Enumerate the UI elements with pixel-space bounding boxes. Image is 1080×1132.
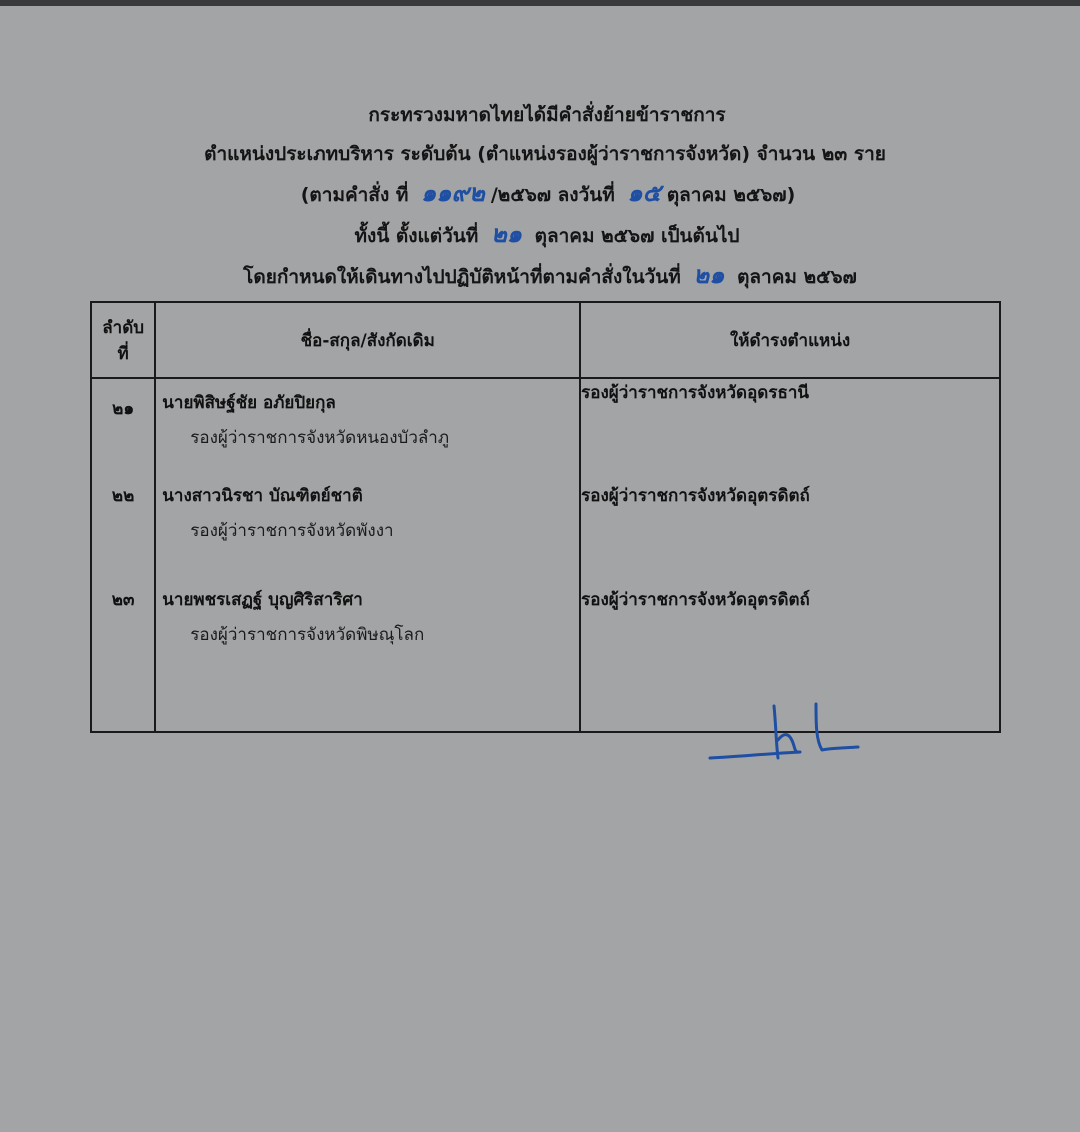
seq-header-line-2: ที่ [117,344,129,364]
row-number: ๒๒ [91,482,155,586]
order-date-label: /๒๕๖๗ ลงวันที่ [490,184,615,206]
order-month-year: ตุลาคม ๒๕๖๗) [666,184,796,206]
document-header [0,96,1080,297]
new-position: รองผู้ว่าราชการจังหวัดอุดรธานี [580,378,1000,482]
position-header: ให้ดำรงตำแหน่ง [580,302,1000,378]
new-position: รองผู้ว่าราชการจังหวัดอุตรดิตถ์ [580,586,1000,732]
table-row [91,482,1000,586]
header-line-2: ตำแหน่งประเภทบริหาร ระดับต้น (ตำแหน่งรองผู้ว่าราชการจังหวัด) จำนวน ๒๓ ราย [204,143,886,165]
signature [704,696,864,766]
effective-prefix: ทั้งนี้ ตั้งแต่วันที่ [354,225,479,247]
table-header-row [91,302,1000,378]
header-line-3 [0,174,1080,215]
order-prefix: (ตามคำสั่ง ที่ [300,184,409,206]
travel-day-handwritten: ๒๑ [693,261,725,289]
transfer-table [90,301,1001,733]
seq-header [91,302,155,378]
person-name: นายพิสิษฐ์ชัย อภัยปิยกุล [162,393,336,413]
table-row [91,378,1000,482]
header-line-5 [0,256,1080,297]
travel-prefix: โดยกำหนดให้เดินทางไปปฏิบัติหน้าที่ตามคำสั่งในวันที่ [243,266,681,288]
person-name: นางสาวนิรชา บัณฑิตย์ชาติ [162,486,363,506]
old-position: รองผู้ว่าราชการจังหวัดพิษณุโลก [190,625,425,645]
name-cell [155,482,580,586]
name-cell [155,586,580,732]
effective-day-handwritten: ๒๑ [490,220,522,248]
header-line-4 [0,215,1080,256]
seq-header-line-1: ลำดับ [102,318,145,338]
row-number: ๒๑ [91,378,155,482]
person-name: นายพชรเสฏฐ์ บุญศิริสาริศา [162,590,363,610]
old-position: รองผู้ว่าราชการจังหวัดหนองบัวลำภู [190,428,450,448]
row-number: ๒๓ [91,586,155,732]
order-number-handwritten: ๑๑๙๒ [420,179,485,207]
travel-suffix: ตุลาคม ๒๕๖๗ [737,266,857,288]
order-day-handwritten: ๑๕ [627,179,661,207]
name-cell [155,378,580,482]
new-position: รองผู้ว่าราชการจังหวัดอุตรดิตถ์ [580,482,1000,586]
name-header: ชื่อ-สกุล/สังกัดเดิม [155,302,580,378]
old-position: รองผู้ว่าราชการจังหวัดพังงา [190,521,394,541]
header-line-1: กระทรวงมหาดไทยได้มีคำสั่งย้ายข้าราชการ [368,104,726,126]
effective-suffix: ตุลาคม ๒๕๖๗ เป็นต้นไป [534,225,740,247]
top-bar [0,0,1080,6]
